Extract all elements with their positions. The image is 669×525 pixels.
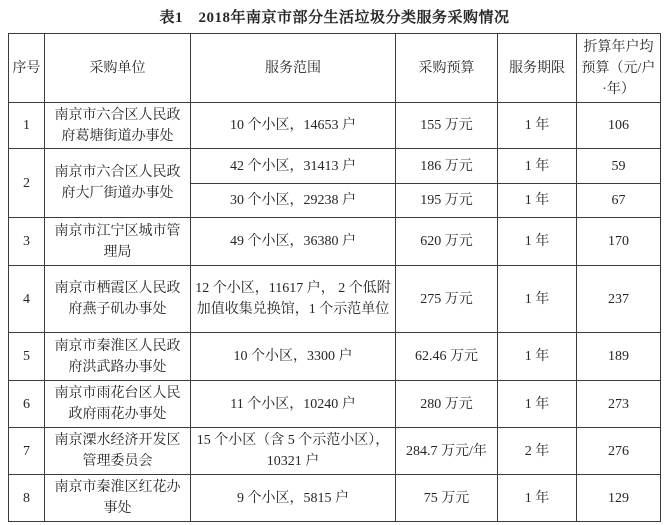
cell-term: 1 年 xyxy=(498,149,577,184)
cell-budget: 186 万元 xyxy=(396,149,498,184)
table-header-row xyxy=(9,34,661,103)
table-row xyxy=(9,333,661,381)
cell-avg: 276 xyxy=(577,428,661,475)
cell-budget: 155 万元 xyxy=(396,103,498,149)
cell-budget: 280 万元 xyxy=(396,381,498,428)
cell-avg: 237 xyxy=(577,266,661,333)
cell-term: 1 年 xyxy=(498,218,577,266)
cell-unit: 南京市栖霞区人民政府燕子矶办事处 xyxy=(45,266,191,333)
cell-scope: 42 个小区，31413 户 xyxy=(191,149,396,184)
cell-term: 1 年 xyxy=(498,475,577,522)
header-avg: 折算年户均预算（元/户·年） xyxy=(577,34,661,103)
cell-avg: 273 xyxy=(577,381,661,428)
cell-term: 1 年 xyxy=(498,266,577,333)
cell-scope: 10 个小区，14653 户 xyxy=(191,103,396,149)
cell-budget: 284.7 万元/年 xyxy=(396,428,498,475)
cell-budget: 62.46 万元 xyxy=(396,333,498,381)
cell-term: 1 年 xyxy=(498,103,577,149)
procurement-table xyxy=(8,33,661,522)
cell-scope: 15 个小区（含 5 个示范小区），10321 户 xyxy=(191,428,396,475)
cell-budget: 620 万元 xyxy=(396,218,498,266)
cell-unit: 南京溧水经济开发区管理委员会 xyxy=(45,428,191,475)
cell-unit: 南京市秦淮区人民政府洪武路办事处 xyxy=(45,333,191,381)
cell-unit: 南京市秦淮区红花办事处 xyxy=(45,475,191,522)
header-term: 服务期限 xyxy=(498,34,577,103)
cell-no: 5 xyxy=(9,333,45,381)
cell-no: 1 xyxy=(9,103,45,149)
cell-avg: 106 xyxy=(577,103,661,149)
cell-no: 3 xyxy=(9,218,45,266)
cell-scope: 10 个小区，3300 户 xyxy=(191,333,396,381)
cell-term: 1 年 xyxy=(498,381,577,428)
cell-no: 8 xyxy=(9,475,45,522)
cell-unit: 南京市六合区人民政府葛塘街道办事处 xyxy=(45,103,191,149)
table-row xyxy=(9,266,661,333)
cell-unit: 南京市江宁区城市管理局 xyxy=(45,218,191,266)
cell-avg: 170 xyxy=(577,218,661,266)
cell-scope: 9 个小区，5815 户 xyxy=(191,475,396,522)
cell-budget: 75 万元 xyxy=(396,475,498,522)
page-title: 表1 2018年南京市部分生活垃圾分类服务采购情况 xyxy=(159,10,510,26)
cell-unit: 南京市六合区人民政府大厂街道办事处 xyxy=(45,149,191,218)
cell-term: 2 年 xyxy=(498,428,577,475)
cell-avg: 67 xyxy=(577,184,661,218)
cell-no: 2 xyxy=(9,149,45,218)
cell-term: 1 年 xyxy=(498,184,577,218)
table-row xyxy=(9,428,661,475)
table-row xyxy=(9,475,661,522)
cell-no: 6 xyxy=(9,381,45,428)
cell-no: 7 xyxy=(9,428,45,475)
cell-avg: 129 xyxy=(577,475,661,522)
cell-scope: 49 个小区，36380 户 xyxy=(191,218,396,266)
header-budget: 采购预算 xyxy=(396,34,498,103)
cell-scope: 12 个小区，11617 户， 2 个低附加值收集兑换馆，1 个示范单位 xyxy=(191,266,396,333)
cell-avg: 59 xyxy=(577,149,661,184)
cell-term: 1 年 xyxy=(498,333,577,381)
header-scope: 服务范围 xyxy=(191,34,396,103)
cell-scope: 30 个小区，29238 户 xyxy=(191,184,396,218)
cell-scope: 11 个小区，10240 户 xyxy=(191,381,396,428)
table-row xyxy=(9,218,661,266)
cell-avg: 189 xyxy=(577,333,661,381)
table-row xyxy=(9,149,661,184)
cell-budget: 195 万元 xyxy=(396,184,498,218)
cell-no: 4 xyxy=(9,266,45,333)
header-no: 序号 xyxy=(9,34,45,103)
cell-budget: 275 万元 xyxy=(396,266,498,333)
table-row xyxy=(9,103,661,149)
cell-unit: 南京市雨花台区人民政府雨花办事处 xyxy=(45,381,191,428)
table-row xyxy=(9,381,661,428)
header-unit: 采购单位 xyxy=(45,34,191,103)
